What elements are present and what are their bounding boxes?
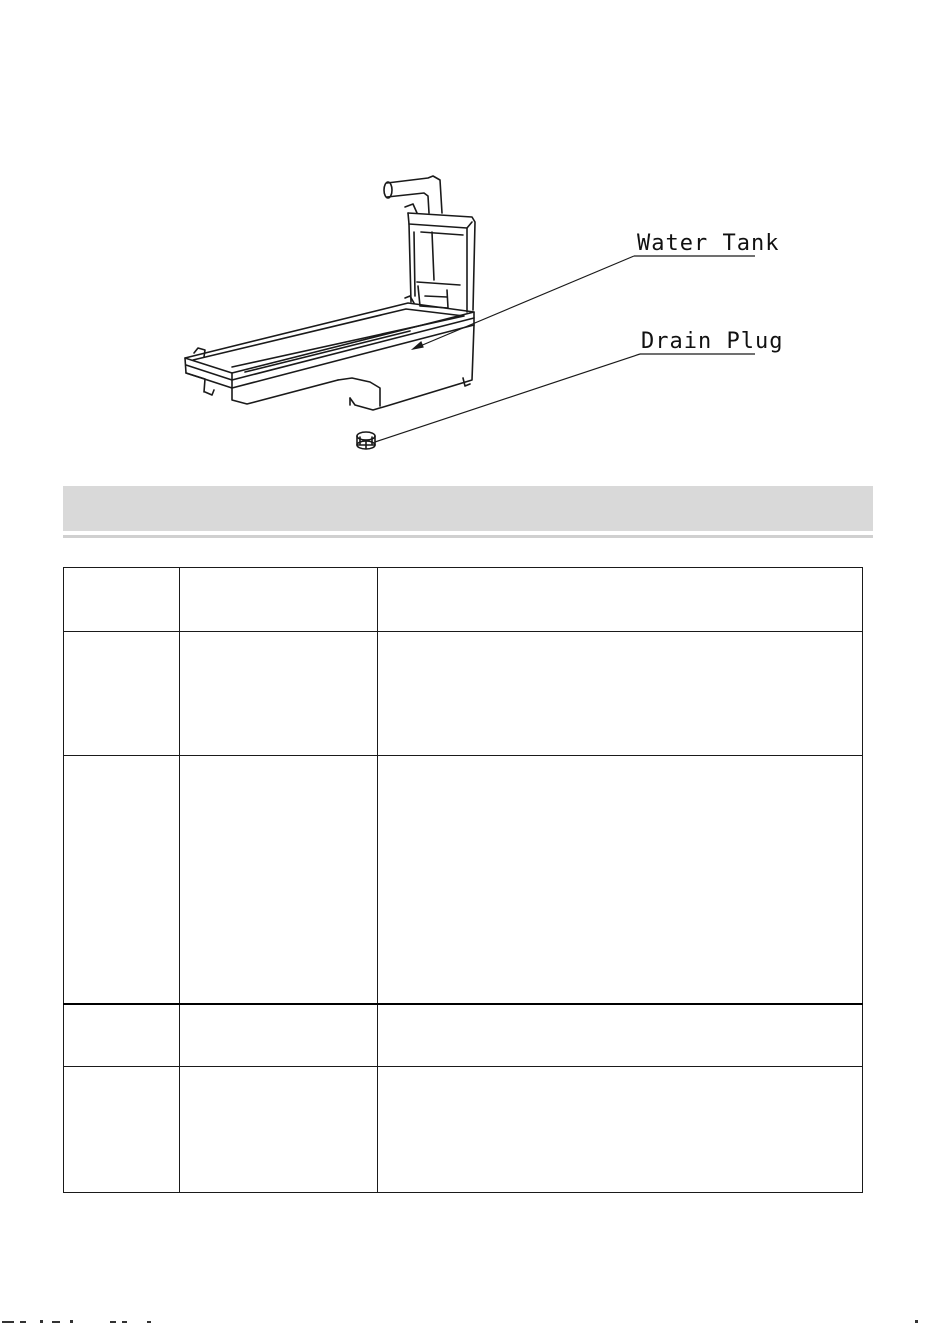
drain-plug-part bbox=[357, 432, 375, 449]
table-cell bbox=[180, 756, 378, 1004]
section-divider bbox=[63, 535, 873, 538]
table-cell bbox=[180, 632, 378, 756]
table-cell bbox=[64, 568, 180, 632]
table-row bbox=[64, 756, 863, 1004]
table-cell bbox=[180, 1067, 378, 1193]
water-tank-leader bbox=[413, 256, 634, 349]
water-tank-diagram bbox=[0, 0, 933, 480]
troubleshooting-table bbox=[63, 567, 863, 1193]
tank-tray bbox=[185, 296, 474, 392]
drain-plug-label: Drain Plug bbox=[641, 329, 784, 354]
section-header-bar bbox=[63, 486, 873, 531]
table-cell bbox=[378, 568, 863, 632]
table-row bbox=[64, 1004, 863, 1067]
water-tank-label: Water Tank bbox=[637, 231, 780, 256]
table-row bbox=[64, 632, 863, 756]
table-cell bbox=[180, 568, 378, 632]
table-cell bbox=[64, 1067, 180, 1193]
table-cell bbox=[64, 756, 180, 1004]
table-row bbox=[64, 568, 863, 632]
tank-body bbox=[205, 325, 474, 410]
tank-tower bbox=[408, 213, 475, 312]
table-row bbox=[64, 1067, 863, 1193]
table-cell bbox=[378, 1067, 863, 1193]
outlet-pipe bbox=[384, 176, 442, 213]
table-cell bbox=[378, 756, 863, 1004]
table-cell bbox=[180, 1004, 378, 1067]
table-cell bbox=[64, 632, 180, 756]
cropped-text-remnant bbox=[0, 1316, 933, 1324]
table-cell bbox=[64, 1004, 180, 1067]
table-cell bbox=[378, 632, 863, 756]
table-cell bbox=[378, 1004, 863, 1067]
